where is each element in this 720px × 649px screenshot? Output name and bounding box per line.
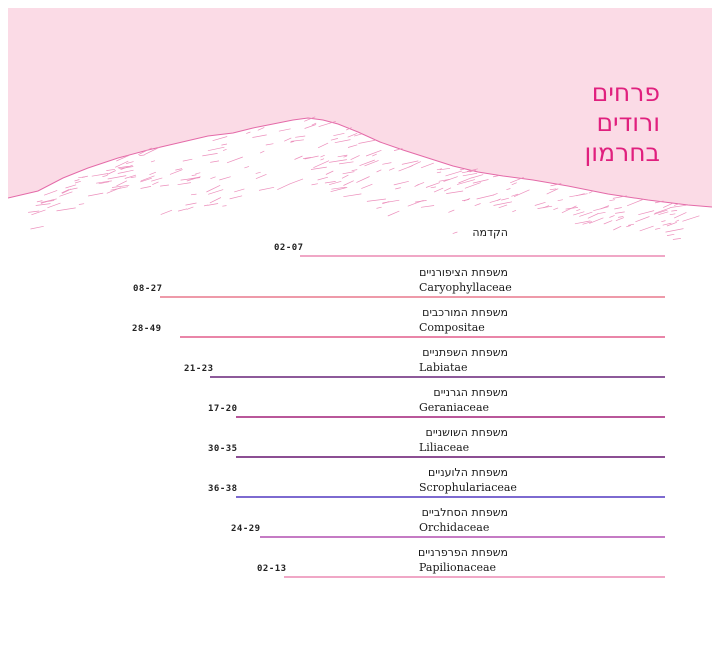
toc-rule bbox=[300, 255, 665, 257]
toc-latin-label: Caryophyllaceae bbox=[419, 281, 512, 294]
toc-page-range: 21-23 bbox=[184, 364, 214, 374]
toc-rule bbox=[210, 376, 665, 378]
toc-entry[interactable] bbox=[0, 506, 720, 542]
toc-entry[interactable] bbox=[0, 546, 720, 582]
toc-latin-label: Orchidaceae bbox=[419, 521, 490, 534]
toc-hebrew-label: משפחת המורכבים bbox=[422, 306, 508, 319]
toc-rule bbox=[236, 416, 665, 418]
title-line-3: בחרמון bbox=[584, 138, 660, 167]
toc-latin-label: Papilionaceae bbox=[419, 561, 497, 574]
toc-entry[interactable] bbox=[0, 466, 720, 502]
toc-latin-label: Scrophulariaceae bbox=[419, 481, 517, 494]
toc-entry[interactable] bbox=[0, 306, 720, 342]
toc-page-range: 24-29 bbox=[231, 524, 261, 534]
toc-hebrew-label: משפחת הסחלביים bbox=[421, 506, 508, 519]
toc-hebrew-label: משפחת הציפורניים bbox=[419, 266, 508, 279]
toc-rule bbox=[260, 536, 665, 538]
title-line-2: ורודים bbox=[596, 108, 660, 137]
toc-rule bbox=[236, 496, 665, 498]
toc-rule bbox=[284, 576, 665, 578]
toc-page-range: 17-20 bbox=[208, 404, 238, 414]
toc-hebrew-label: הקדמה bbox=[472, 226, 508, 239]
hero-illustration bbox=[8, 8, 712, 244]
toc-hebrew-label: משפחת השפתניים bbox=[422, 346, 508, 359]
toc-latin-label: Liliaceae bbox=[419, 441, 470, 454]
book-title bbox=[584, 78, 660, 168]
toc-entry[interactable] bbox=[0, 346, 720, 382]
toc-page-range: 36-38 bbox=[208, 484, 238, 494]
toc-hebrew-label: משפחת הגרניים bbox=[433, 386, 508, 399]
toc-rule bbox=[236, 456, 665, 458]
toc-entry[interactable] bbox=[0, 266, 720, 302]
toc-page-range: 30-35 bbox=[208, 444, 238, 454]
toc-rule bbox=[160, 296, 665, 298]
toc-hebrew-label: משפחת הלועניים bbox=[428, 466, 508, 479]
toc-latin-label: Geraniaceae bbox=[419, 401, 490, 414]
toc-entry[interactable] bbox=[0, 386, 720, 422]
toc-entry[interactable] bbox=[0, 426, 720, 462]
toc-rule bbox=[180, 336, 665, 338]
toc-page-range: 08-27 bbox=[133, 284, 163, 294]
toc-latin-label: Compositae bbox=[419, 321, 485, 334]
toc-hebrew-label: משפחת הפרפרניים bbox=[417, 546, 508, 559]
toc-hebrew-label: משפחת השושניים bbox=[425, 426, 508, 439]
toc-page-range: 28-49 bbox=[132, 324, 162, 334]
toc-page-range: 02-07 bbox=[274, 243, 304, 253]
toc-entry[interactable] bbox=[0, 226, 720, 262]
toc-latin-label: Labiatae bbox=[419, 361, 468, 374]
title-line-1: פרחים bbox=[591, 78, 660, 107]
toc-page-range: 02-13 bbox=[257, 564, 287, 574]
